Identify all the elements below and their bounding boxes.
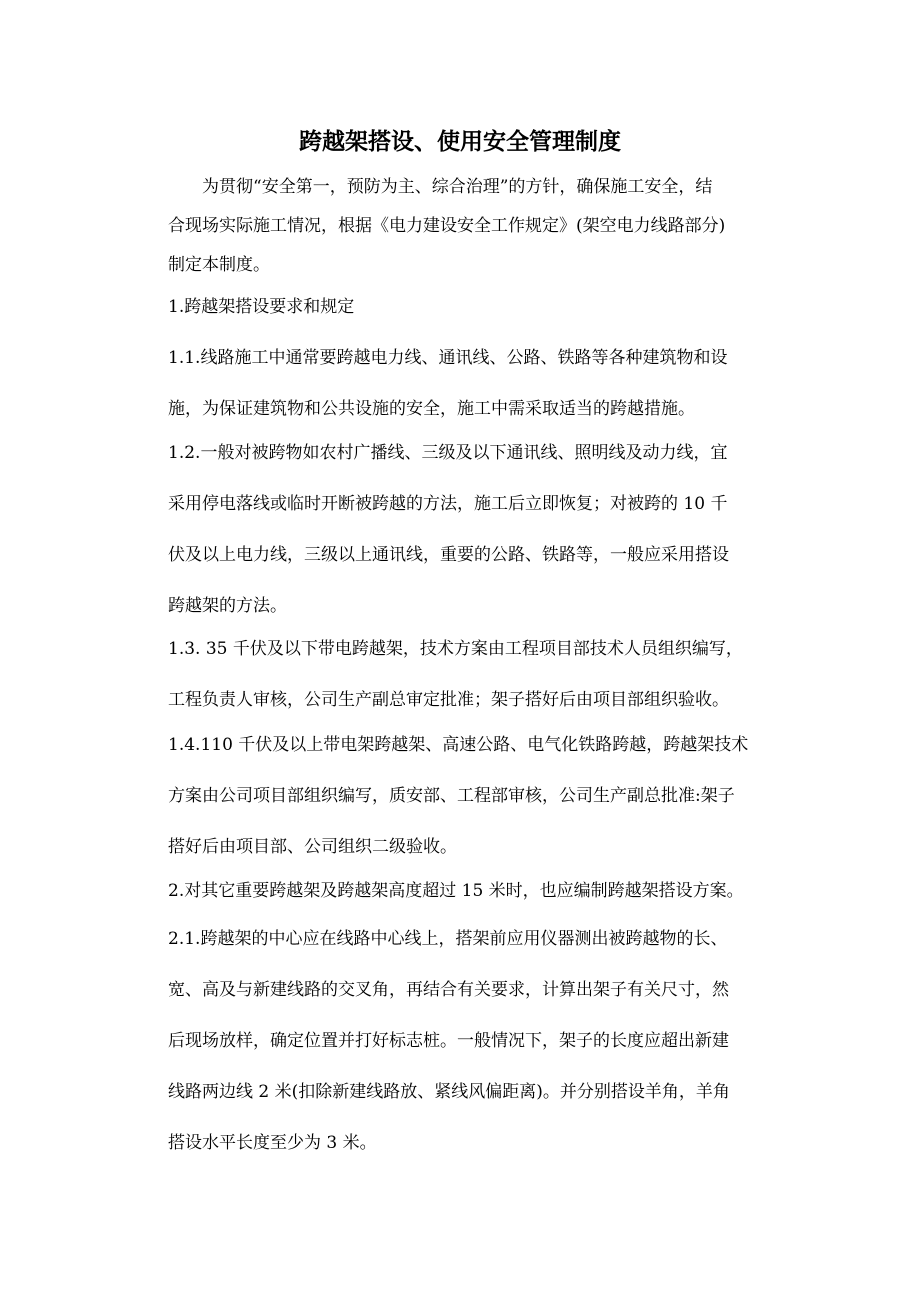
intro-paragraph: [168, 168, 788, 285]
paragraph-1-4: [168, 720, 788, 873]
paragraph-line: 1.3. 35 千伏及以下带电跨越架，技术方案由工程项目部技术人员组织编写，: [168, 639, 743, 659]
intro-line: 为贯彻“安全第一，预防为主、综合治理”的方针，确保施工安全，结: [202, 177, 713, 197]
paragraph-line: 跨越架的方法。: [168, 596, 287, 616]
paragraph-line: 1.1.线路施工中通常要跨越电力线、通讯线、公路、铁路等各种建筑物和设: [168, 348, 728, 368]
intro-line: 合现场实际施工情况，根据《电力建设安全工作规定》(架空电力线路部分): [168, 216, 726, 236]
paragraph-line: 搭设水平长度至少为 3 米。: [168, 1133, 377, 1153]
paragraph-line: 采用停电落线或临时开断被跨越的方法，施工后立即恢复；对被跨的 10 千: [168, 494, 728, 514]
paragraph-1-3: [168, 624, 788, 726]
paragraph-line: 后现场放样，确定位置并打好标志桩。一般情况下，架子的长度应超出新建: [168, 1031, 729, 1051]
paragraph-line: 1.跨越架搭设要求和规定: [168, 297, 355, 317]
intro-line: 制定本制度。: [168, 255, 270, 275]
paragraph-line: 施，为保证建筑物和公共设施的安全，施工中需采取适当的跨越措施。: [168, 399, 695, 419]
paragraph-line: 1.2.一般对被跨物如农村广播线、三级及以下通讯线、照明线及动力线，宜: [168, 443, 728, 463]
paragraph-line: 宽、高及与新建线路的交叉角，再结合有关要求，计算出架子有关尺寸，然: [168, 980, 729, 1000]
paragraph-line: 2.1.跨越架的中心应在线路中心线上，搭架前应用仪器测出被跨越物的长、: [168, 929, 728, 949]
document-title: 跨越架搭设、使用安全管理制度: [299, 128, 621, 155]
paragraph-1-1: [168, 333, 788, 435]
paragraph-line: 伏及以上电力线，三级以上通讯线，重要的公路、铁路等，一般应采用搭设: [168, 545, 729, 565]
paragraph-line: 线路两边线 2 米(扣除新建线路放、紧线风偏距离)。并分别搭设羊角，羊角: [168, 1082, 730, 1102]
paragraph-line: 工程负责人审核，公司生产副总审定批准；架子搭好后由项目部组织验收。: [168, 690, 729, 710]
paragraph-line: 1.4.110 千伏及以上带电架跨越架、高速公路、电气化铁路跨越，跨越架技术: [168, 735, 749, 755]
paragraph-line: 搭好后由项目部、公司组织二级验收。: [168, 837, 457, 857]
section-heading-2: [168, 866, 788, 917]
paragraph-2-1: [168, 914, 788, 1169]
paragraph-1-2: [168, 428, 788, 632]
paragraph-line: 2.对其它重要跨越架及跨越架高度超过 15 米时，也应编制跨越架搭设方案。: [168, 881, 744, 901]
paragraph-line: 方案由公司项目部组织编写，质安部、工程部审核，公司生产副总批准:架子: [168, 786, 735, 806]
section-heading-1: [168, 282, 788, 333]
